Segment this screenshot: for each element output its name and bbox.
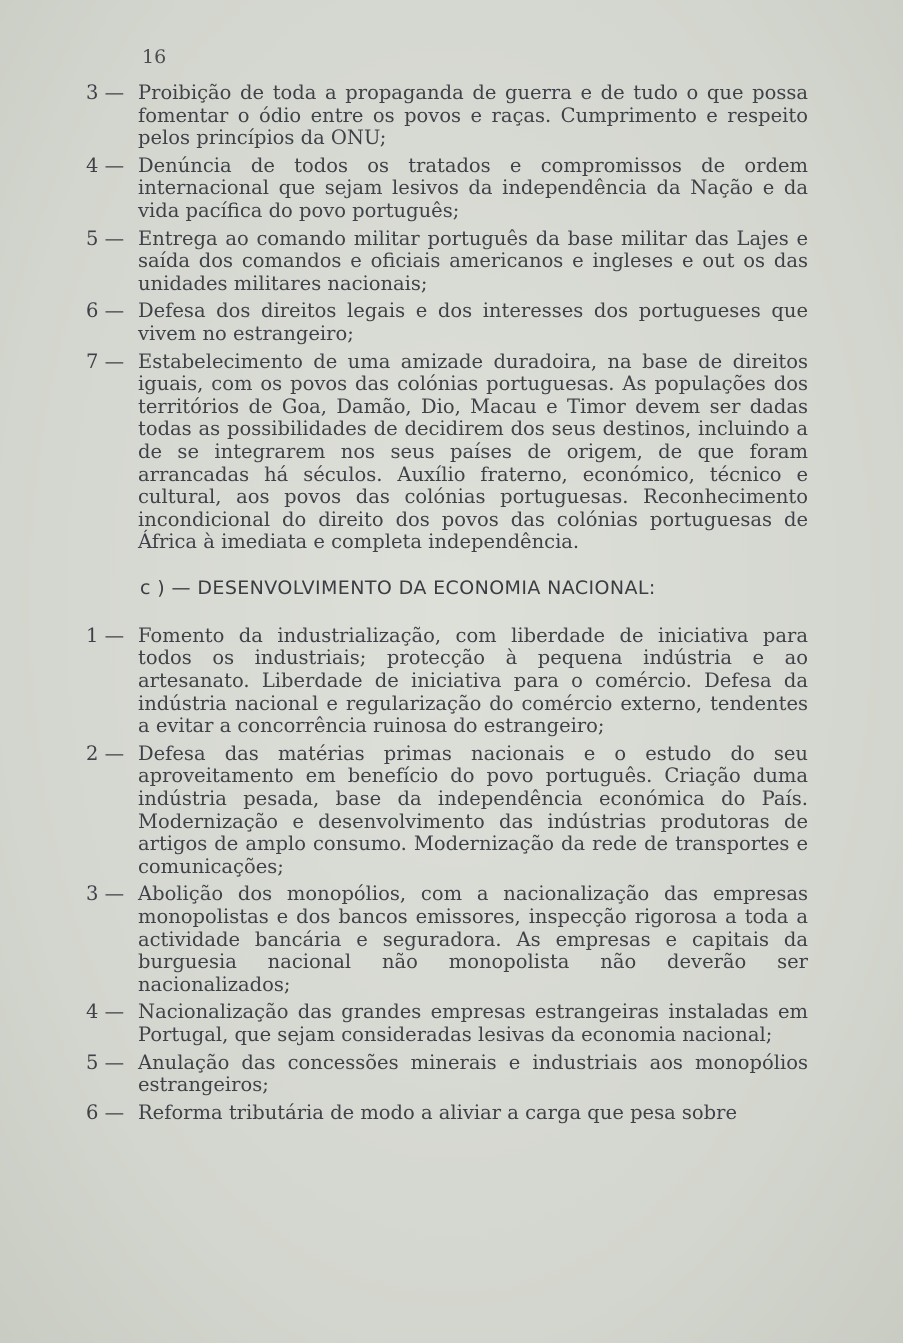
item-text: Abolição dos monopólios, com a nacionalização das empresas monopolistas e dos bancos emissores, inspecção rigorosa a toda a actividade bancária e seguradora. As empresas e capitais da burguesia nacional não monopolista não deverão ser nacionalizados; [138,882,808,996]
item-number: 6 — [86,299,125,323]
list-item-c5 [86,1052,808,1097]
list-item-c6 [86,1102,808,1125]
item-number: 4 — [86,1000,125,1024]
list-item-b3 [86,82,808,150]
item-number: 3 — [86,81,125,104]
item-text: Defesa dos direitos legais e dos interesses dos portugueses que vivem no estrangeiro; [138,299,808,345]
item-text: Denúncia de todos os tratados e compromissos de ordem internacional que sejam lesivos da independência da Nação e da vida pacífica do povo português; [138,153,808,222]
item-text: Nacionalização das grandes empresas estrangeiras instaladas em Portugal, que sejam consideradas lesivas da economia nacional; [138,1000,808,1046]
item-text: Fomento da industrialização, com liberdade de iniciativa para todos os industriais; protecção à pequena indústria e ao artesanato. Liberdade de iniciativa para o comércio. Defesa da indústria nacional e regularização do comércio externo, tendentes a evitar a concorrência ruinosa do estrangeiro; [138,623,808,738]
list-item-b4 [86,155,808,223]
list-item-c1 [86,625,808,738]
section-heading: c ) — DESENVOLVIMENTO DA ECONOMIA NACIONAL: [140,576,656,599]
item-text: Defesa das matérias primas nacionais e o estudo do seu aproveitamento em benefício do povo português. Criação duma indústria pesada, base da independência económica do País. Modernização e desenvolvimento das indústrias produtoras de artigos de amplo consumo. Modernização da rede de transportes e comunicações; [138,741,808,878]
item-text: Anulação das concessões minerais e industriais aos monopólios estrangeiros; [138,1050,808,1097]
item-number: 1 — [86,623,125,647]
item-text: Estabelecimento de uma amizade duradoira, na base de direitos iguais, com os povos das colónias portuguesas. As populações dos territórios de Goa, Damão, Dio, Macau e Timor devem ser dadas todas as possibilidades de decidirem dos seus destinos, incluindo a de se integrarem nos seus países de origem, de que foram arrancadas há séculos. Auxílio fraterno, económico, técnico e cultural, aos povos das colónias portuguesas. Reconhecimento incondicional do direito dos povos das colónias portuguesas de África à imediata e completa independência. [138,349,808,554]
page-number: 16 [142,46,167,68]
item-text: Proibição de toda a propaganda de guerra e de tudo o que possa fomentar o ódio entre os povos e raças. Cumprimento e respeito pelos princípios da ONU; [138,81,808,150]
item-number: 2 — [86,741,125,765]
list-item-b7 [86,351,808,554]
item-number: 3 — [86,882,125,906]
item-number: 4 — [86,153,125,177]
list-item-c2 [86,743,808,879]
item-number: 7 — [86,349,125,373]
list-item-c3 [86,883,808,996]
list-item-b6 [86,300,808,345]
item-number: 6 — [86,1100,125,1124]
item-text: Entrega ao comando militar português da base militar das Lajes e saída dos comandos e oficiais americanos e ingleses e out os das unidades militares nacionais; [138,226,808,295]
item-number: 5 — [86,1050,125,1074]
list-item-b5 [86,228,808,296]
item-number: 5 — [86,226,125,250]
item-text: Reforma tributária de modo a aliviar a carga que pesa sobre [138,1100,738,1124]
list-item-c4 [86,1001,808,1046]
page-content [86,82,808,1129]
